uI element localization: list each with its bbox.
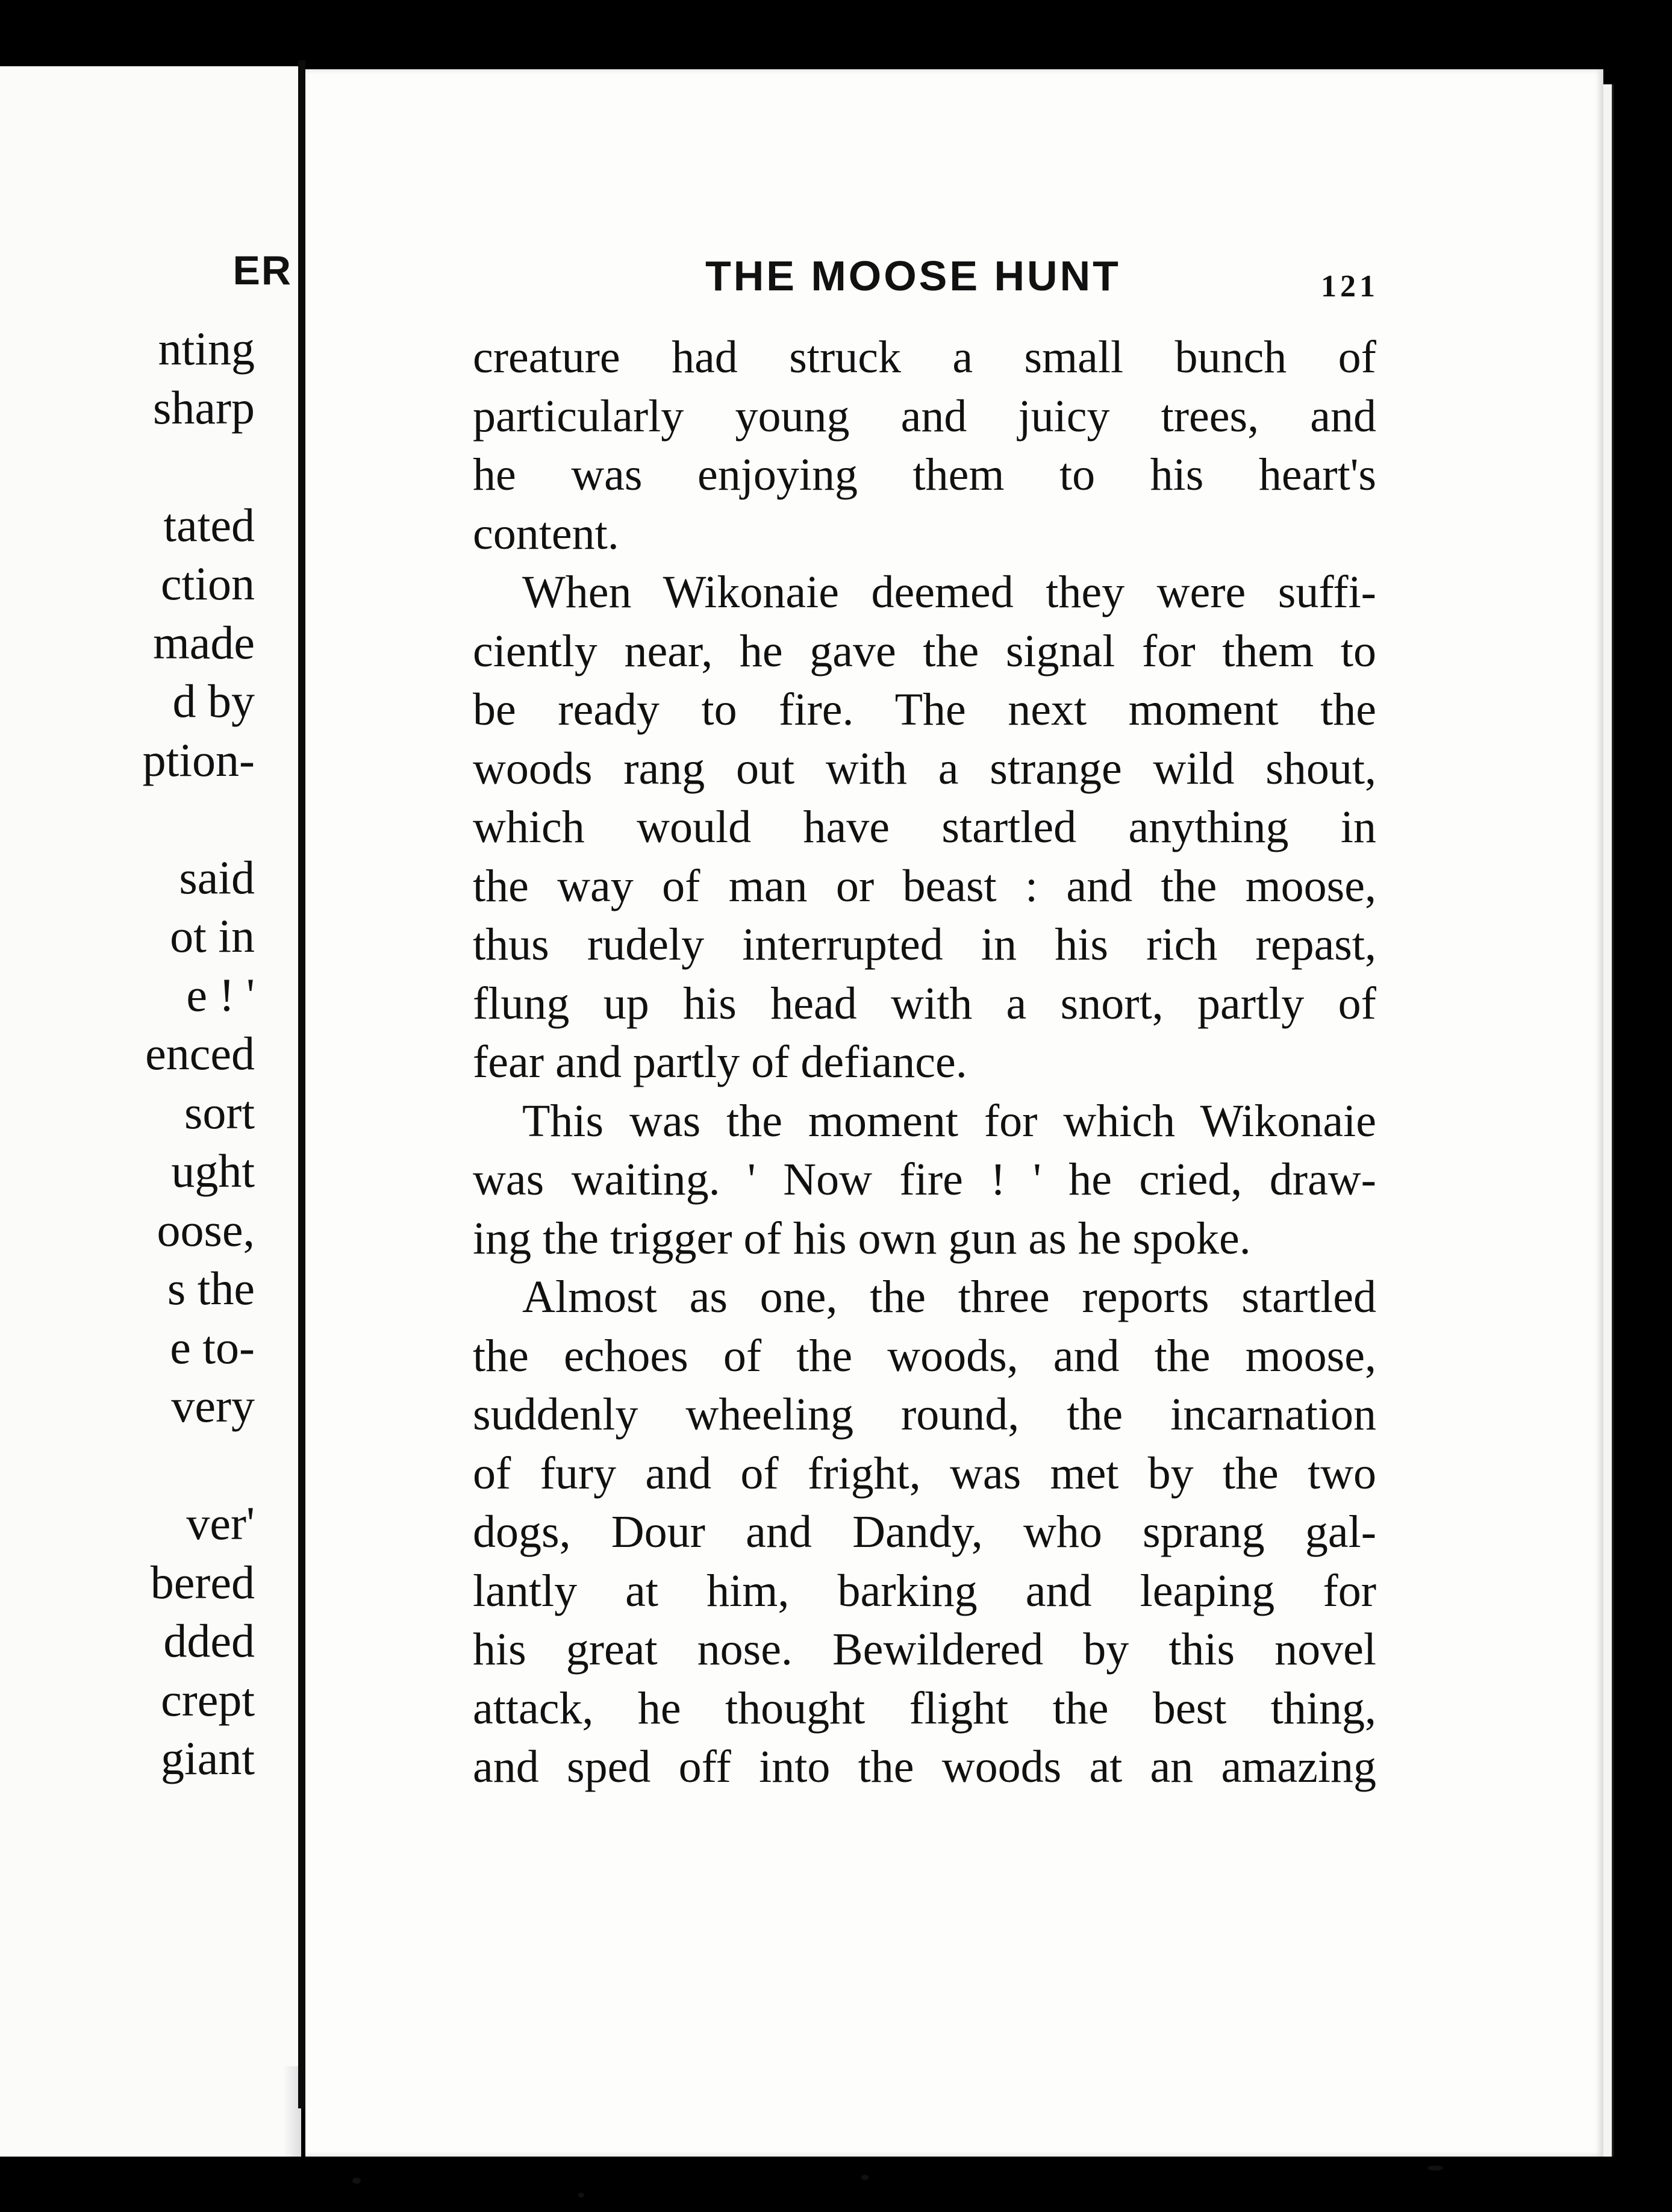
previous-page-line: nting [158,322,255,375]
previous-page-line: very [171,1379,255,1432]
text-line: content. [473,508,619,559]
text-line: the echoes of the woods, and the moose, [473,1330,1376,1381]
scan-speck [578,2193,584,2198]
text-line: and sped off into the woods at an amazing [473,1742,1376,1792]
book-gutter [298,60,305,2108]
previous-page-line: e ! ' [186,968,255,1021]
text-line: ing the trigger of his own gun as he spoke. [473,1213,1251,1264]
previous-page-line: ption- [142,733,255,786]
scan-speck [1427,2166,1443,2170]
previous-page-line: made [153,616,255,669]
previous-page-fragment [0,66,298,2157]
previous-page-line: dded [163,1614,255,1667]
text-line: the way of man or beast : and the moose, [473,860,1376,911]
previous-page-line: enced [145,1027,255,1079]
text-line: dogs, Dour and Dandy, who sprang gal- [473,1507,1376,1557]
text-line: his great nose. Bewildered by this novel [473,1624,1376,1675]
text-line: be ready to fire. The next moment the [473,684,1376,735]
text-line: of fury and of fright, was met by the two [473,1448,1376,1499]
previous-page-line: ver' [186,1497,255,1549]
previous-page-line: giant [161,1732,255,1784]
scan-speck [352,2178,361,2184]
body-text [473,328,1376,1797]
text-line: woods rang out with a strange wild shout, [473,743,1376,794]
text-line: suddenly wheeling round, the incarnation [473,1389,1376,1440]
page-number: 121 [1321,269,1379,304]
text-line: flung up his head with a snort, partly of [473,978,1376,1029]
text-line: was waiting. ' Now fire ! ' he cried, draw- [473,1154,1376,1205]
previous-page-running-head: ER [232,248,292,293]
previous-page-line: crept [161,1673,255,1726]
previous-page-line: e to- [170,1320,255,1373]
previous-page-line: tated [163,498,255,551]
previous-page-line: sharp [153,381,255,434]
text-line: This was the moment for which Wikonaie [522,1095,1376,1146]
text-line: When Wikonaie deemed they were suffi- [522,567,1376,617]
text-line: Almost as one, the three reports startled [522,1272,1376,1322]
previous-page-line: ction [161,557,255,610]
text-line: lantly at him, barking and leaping for [473,1565,1376,1616]
text-line: attack, he thought flight the best thing, [473,1682,1376,1734]
text-line: ciently near, he gave the signal for them to [473,625,1376,676]
previous-page-line: ot in [170,910,255,962]
previous-page-line: sort [184,1086,255,1139]
previous-page-line: d by [172,675,255,727]
previous-page-line: said [179,851,255,904]
previous-page-line: s the [167,1262,255,1314]
text-line: particularly young and juicy trees, and [473,390,1376,442]
text-line: which would have startled anything in [473,802,1376,852]
running-head: THE MOOSE HUNT [705,252,1121,299]
text-line: thus rudely interrupted in his rich repast, [473,919,1376,970]
text-line: creature had struck a small bunch of [473,332,1376,383]
previous-page-line: bered [150,1555,255,1608]
previous-page-line: oose, [157,1203,255,1256]
scan-speck [861,2175,869,2180]
previous-page-line: ught [171,1145,255,1197]
text-line: he was enjoying them to his heart's [473,449,1376,500]
text-line: fear and partly of defiance. [473,1037,967,1087]
page-edge [1603,84,1614,2157]
